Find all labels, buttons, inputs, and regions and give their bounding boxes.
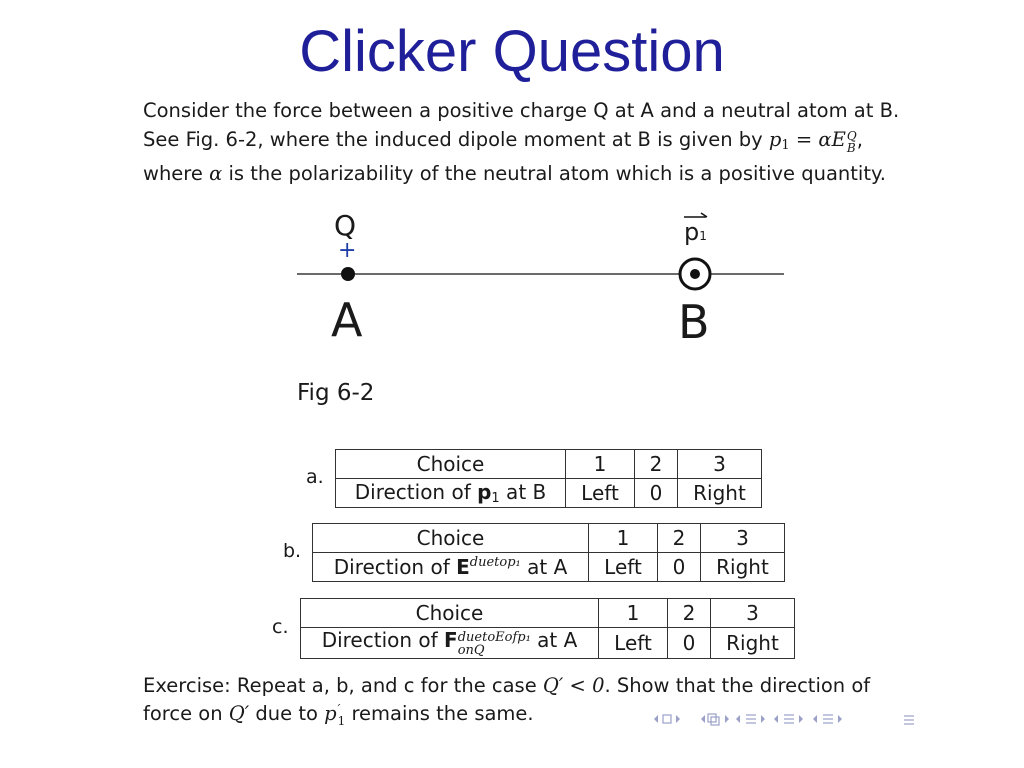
choice-1[interactable]: 1 xyxy=(599,599,668,628)
answer-zero[interactable]: 0 xyxy=(658,553,701,582)
charge-sign: + xyxy=(338,238,357,263)
choice-2[interactable]: 2 xyxy=(668,599,711,628)
table-row xyxy=(313,553,785,582)
choice-1[interactable]: 1 xyxy=(589,524,658,553)
nav-frame-icon[interactable] xyxy=(663,715,671,723)
answer-left[interactable]: Left xyxy=(566,479,635,508)
intro-line-2: See Fig. 6-2, where the induced dipole moment at B is given by p1 = αE Q B , xyxy=(143,127,863,155)
nav-prev-section-icon[interactable] xyxy=(774,715,778,723)
table-row xyxy=(336,450,762,479)
charge-point-a xyxy=(341,267,355,281)
figure-caption: Fig 6-2 xyxy=(297,380,375,406)
charge-label: Q xyxy=(334,209,357,242)
point-b-label: B xyxy=(678,295,710,349)
answer-right[interactable]: Right xyxy=(701,553,785,582)
nav-menu-icon[interactable] xyxy=(904,716,914,724)
table-row xyxy=(336,479,762,508)
point-a-label: A xyxy=(331,293,363,347)
nav-subsection-icon[interactable] xyxy=(708,714,719,725)
slide-title: Clicker Question xyxy=(299,19,725,84)
question-b-table xyxy=(312,523,785,582)
exercise-line-2: force on Q′ due to p ′ 1 remains the same. xyxy=(143,702,534,728)
choice-2[interactable]: 2 xyxy=(635,450,678,479)
nav-prev-subsection-icon[interactable] xyxy=(701,715,705,723)
nav-next-section-icon[interactable] xyxy=(799,715,803,723)
header-choice: Choice xyxy=(313,524,589,553)
question-a-table xyxy=(335,449,762,508)
row-direction-label: Direction of F duetoEofp₁ onQ at A xyxy=(301,628,599,659)
row-direction-label: Direction of p1 at B xyxy=(336,479,566,508)
question-c-table xyxy=(300,598,795,659)
table-row xyxy=(301,628,795,659)
nav-next-subsection-icon[interactable] xyxy=(725,715,729,723)
dipole-label: p1 xyxy=(684,218,707,246)
question-a-label: a. xyxy=(306,466,324,488)
answer-zero[interactable]: 0 xyxy=(635,479,678,508)
nav-prev-frame-icon[interactable] xyxy=(654,715,658,723)
header-choice: Choice xyxy=(336,450,566,479)
choice-3[interactable]: 3 xyxy=(701,524,785,553)
header-choice: Choice xyxy=(301,599,599,628)
choice-3[interactable]: 3 xyxy=(711,599,795,628)
choice-2[interactable]: 2 xyxy=(658,524,701,553)
choice-1[interactable]: 1 xyxy=(566,450,635,479)
answer-right[interactable]: Right xyxy=(711,628,795,659)
exercise-line-1: Exercise: Repeat a, b, and c for the case Q′ < 0. Show that the direction of xyxy=(143,674,871,697)
question-b-label: b. xyxy=(283,540,302,562)
intro-line-3: where α is the polarizability of the neutral atom which is a positive quantity. xyxy=(143,162,886,185)
intro-line-1: Consider the force between a positive charge Q at A and a neutral atom at B. xyxy=(143,99,900,122)
answer-left[interactable]: Left xyxy=(589,553,658,582)
question-c-label: c. xyxy=(272,616,289,638)
row-direction-label: Direction of $E^{duetop_1}$ at A xyxy=(313,553,589,582)
beamer-navigation xyxy=(652,711,922,727)
table-row xyxy=(313,524,785,553)
atom-center-b xyxy=(690,269,700,279)
answer-zero[interactable]: 0 xyxy=(668,628,711,659)
nav-next-frame-icon[interactable] xyxy=(676,715,680,723)
answer-right[interactable]: Right xyxy=(678,479,762,508)
nav-section-icon[interactable] xyxy=(784,715,794,723)
answer-left[interactable]: Left xyxy=(599,628,668,659)
choice-3[interactable]: 3 xyxy=(678,450,762,479)
table-row xyxy=(301,599,795,628)
